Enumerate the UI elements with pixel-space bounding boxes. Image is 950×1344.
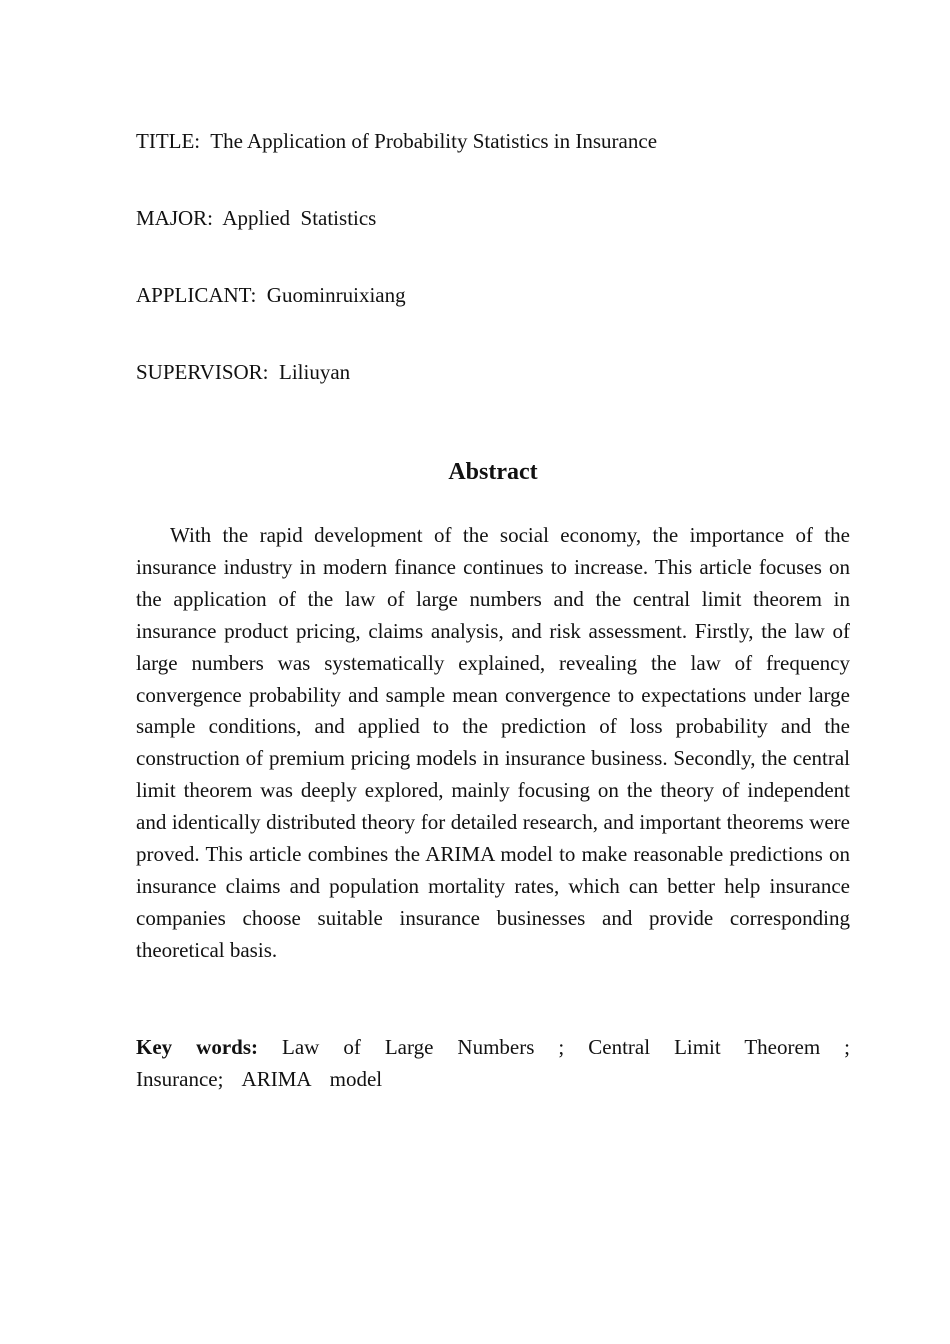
abstract-body: With the rapid development of the social economy, the importance of the insurance industry in modern finance continues to increase. This article focuses on the application of the law of large numbers and the central limit theorem in insurance product pricing, claims analysis, and risk assessment. Firstly, the law of large numbers was systematically explained, revealing the law of frequency convergence probability and sample mean convergence to expectations under large sample conditions, and applied to the prediction of loss probability and the construction of premium pricing models in insurance business. Secondly, the central limit theorem was deeply explored, mainly focusing on the theory of independent and identically distributed theory for detailed research, and important theorems were proved. This article combines the ARIMA model to make reasonable predictions on insurance claims and population mortality rates, which can better help insurance companies choose suitable insurance businesses and provide corresponding theoretical basis. [136,523,850,962]
thesis-title-line: TITLE: The Application of Probability Statistics in Insurance [136,129,658,153]
keywords-paragraph [136,1032,850,1096]
thesis-supervisor-line: SUPERVISOR: Liliuyan [136,360,351,384]
thesis-major-line: MAJOR: Applied Statistics [136,206,377,230]
thesis-applicant-line: APPLICANT: Guominruixiang [136,283,406,307]
abstract-heading: Abstract [448,459,538,485]
keywords-label: Key words: [136,1035,258,1059]
keywords-text: Law of Large Numbers ; Central Limit Theorem ; Insurance; ARIMA model [136,1035,850,1091]
